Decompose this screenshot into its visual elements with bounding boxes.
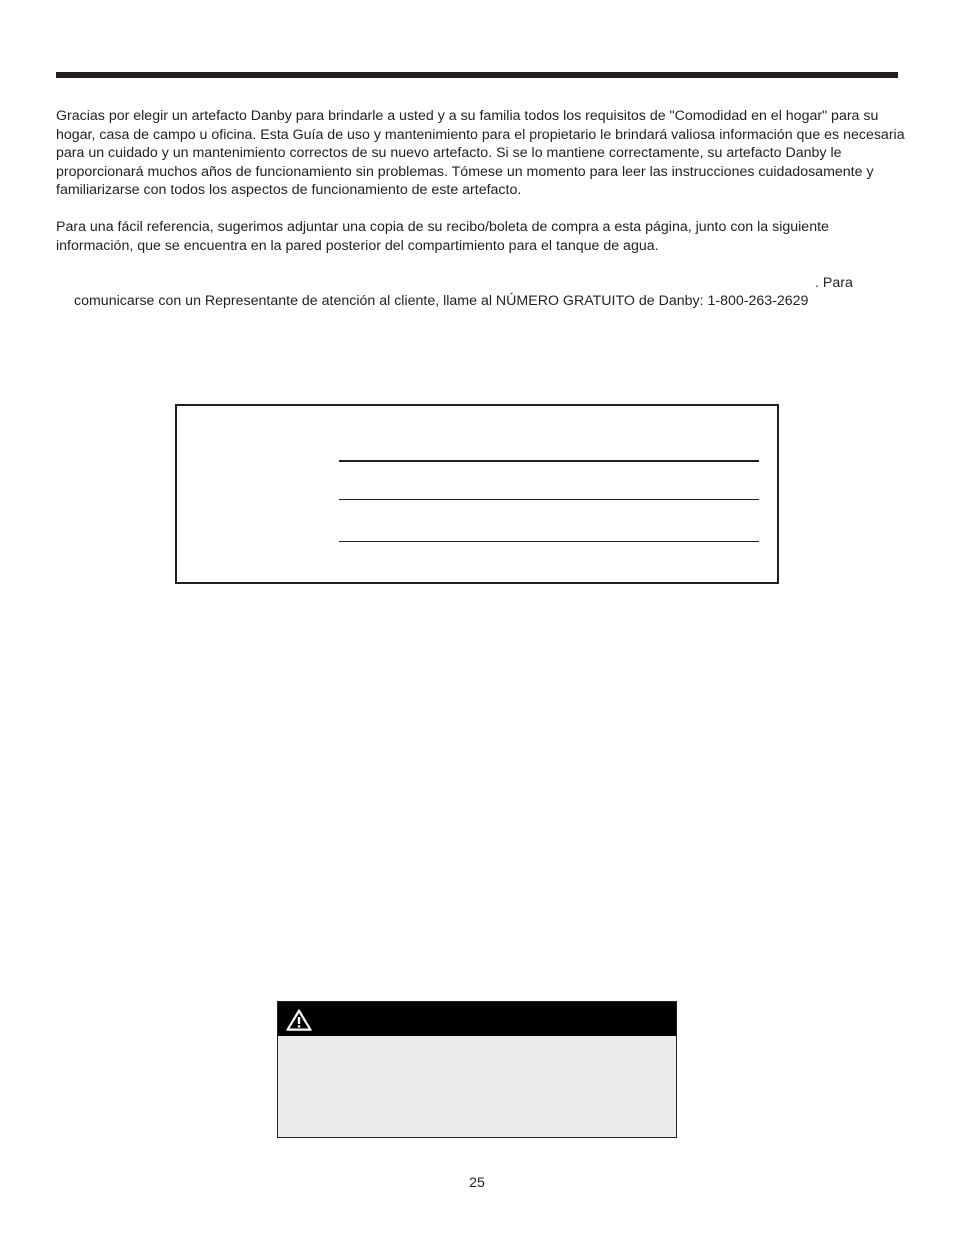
product-info-box: [175, 404, 779, 584]
intro-paragraph: Gracias por elegir un artefacto Danby para brindarle a usted y a su familia todos los requisitos de "Comodidad en el hogar" para su hogar, casa de campo u oficina. Esta Guía de uso y mantenimiento para el propietario le brindará valiosa información que es necesaria para un cuidado y un mantenimiento correctos de su nuevo artefacto. Si se lo mantiene correctamente, su artefacto Danby le proporcionará muchos años de funcionamiento sin problemas. Tómese un momento para leer las instrucciones cuidadosamente y familiarizarse con todos los aspectos de funcionamiento de este artefacto.: [56, 108, 905, 198]
warning-box: [277, 1001, 677, 1138]
contact-line: comunicarse con un Representante de atención al cliente, llame al NÚMERO GRATUITO de Danby: 1-800-263-2629: [74, 293, 809, 309]
reference-paragraph: Para una fácil referencia, sugerimos adjuntar una copia de su recibo/boleta de compra a esta página, junto con la siguiente información, que se encuentra en la pared posterior del compartimiento para el tanque de agua.: [56, 219, 829, 254]
warning-triangle-icon: [285, 1008, 313, 1032]
field-line-2: [339, 499, 759, 500]
contact-prefix: . Para: [815, 275, 853, 291]
field-line-1: [339, 460, 759, 462]
field-line-3: [339, 541, 759, 542]
warning-header: [278, 1002, 676, 1036]
top-rule: [56, 72, 898, 78]
page-number: 25: [469, 1175, 485, 1191]
